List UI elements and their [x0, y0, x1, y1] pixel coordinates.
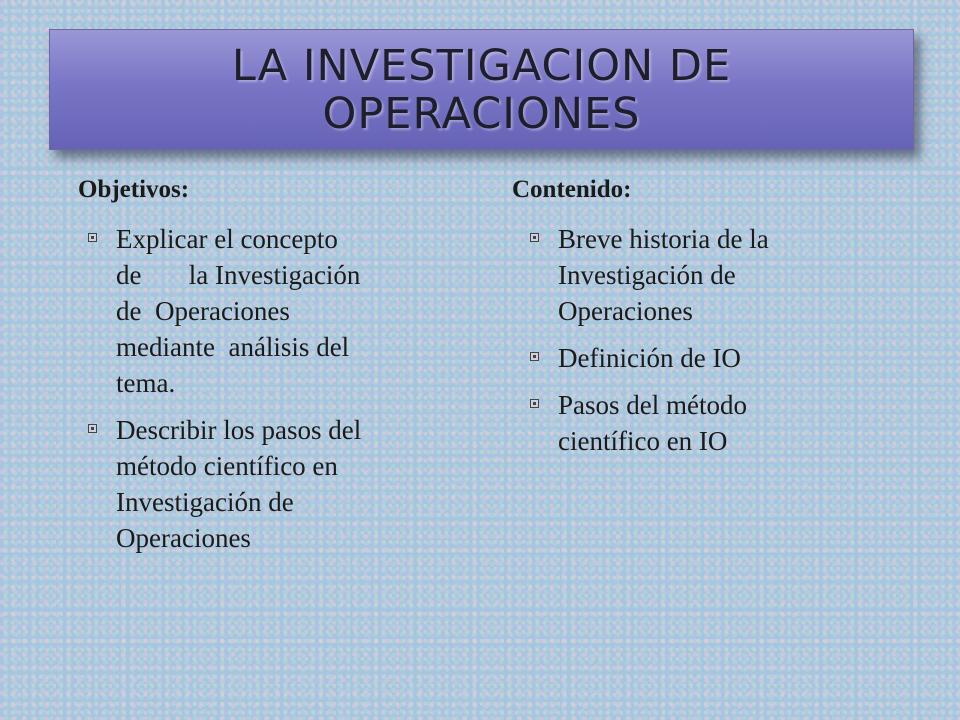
list-item: [512, 387, 912, 459]
list-item-text: Describir los pasos del método científico en Investigación de Operaciones: [116, 415, 362, 553]
list-item: [70, 412, 470, 556]
list-item-text: Pasos del método científico en IO: [558, 390, 747, 456]
objectives-list: [70, 221, 470, 556]
list-item-text: Definición de IO: [558, 343, 741, 373]
objectives-heading: Objetivos:: [78, 176, 190, 203]
objectives-column: [70, 176, 470, 567]
contents-heading: Contenido:: [512, 176, 632, 203]
square-bullet-icon: [530, 399, 539, 408]
list-item-text: Explicar el concepto de la Investigación de Operaciones mediante análisis del tema.: [116, 224, 361, 398]
square-bullet-icon: [88, 233, 97, 242]
contents-list: [512, 221, 912, 459]
contents-column: [512, 176, 912, 470]
list-item: [512, 221, 912, 329]
square-bullet-icon: [530, 233, 539, 242]
list-item: [70, 221, 470, 401]
square-bullet-icon: [530, 352, 539, 361]
list-item-text: Breve historia de la Investigación de Operaciones: [558, 224, 769, 326]
slide-title: LA INVESTIGACION DE OPERACIONES: [231, 40, 732, 139]
square-bullet-icon: [88, 424, 97, 433]
title-banner: [49, 29, 914, 150]
list-item: [512, 340, 912, 376]
